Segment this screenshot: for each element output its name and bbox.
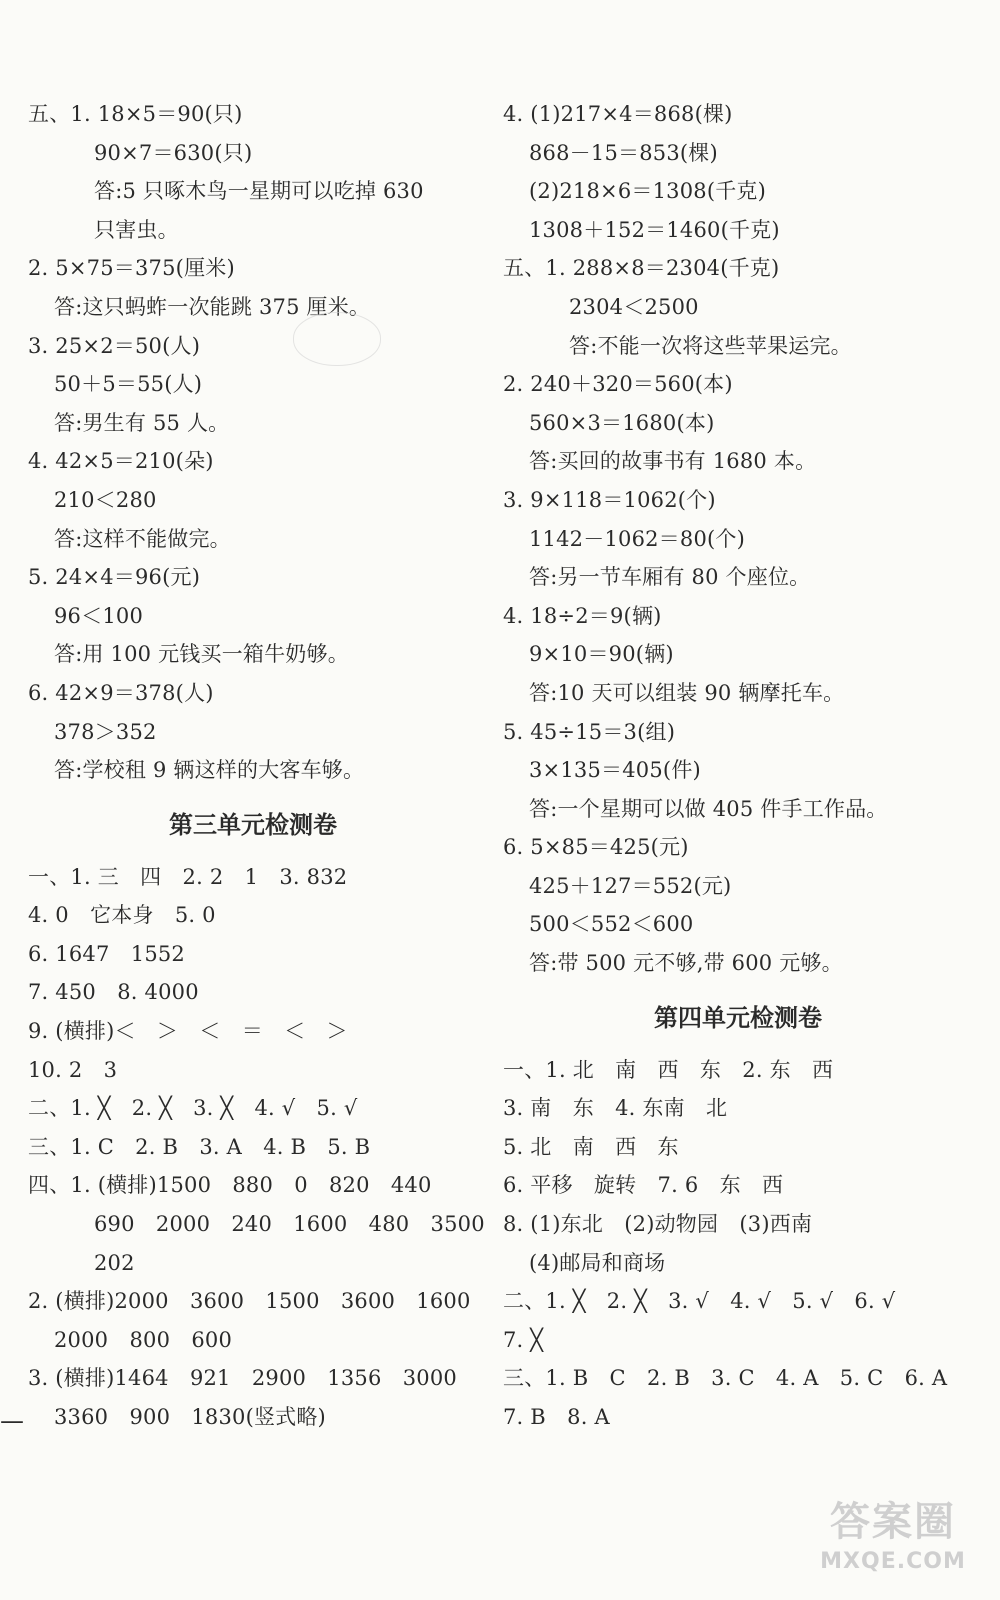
answer-line: 答:用 100 元钱买一箱牛奶够。 bbox=[54, 642, 349, 667]
answer-line: 3. (横排)1464 921 2900 1356 3000 bbox=[28, 1366, 457, 1391]
answer-line: 5. 45÷15＝3(组) bbox=[503, 719, 676, 744]
answer-line: 五、1. 288×8＝2304(千克) bbox=[503, 256, 780, 281]
answer-line: 三、1. B C 2. B 3. C 4. A 5. C 6. A bbox=[503, 1366, 948, 1391]
answer-line: 6. 平移 旋转 7. 6 东 西 bbox=[503, 1173, 784, 1198]
answer-line: 5. 北 南 西 东 bbox=[503, 1134, 679, 1159]
stamp-mark bbox=[293, 312, 381, 366]
answer-line: 一、1. 三 四 2. 2 1 3. 832 bbox=[28, 864, 348, 889]
answer-line: 1142－1062＝80(个) bbox=[529, 526, 745, 551]
answer-line: 6. 42×9＝378(人) bbox=[28, 680, 214, 705]
left-column bbox=[28, 95, 485, 1437]
answer-line: 9×10＝90(辆) bbox=[529, 642, 674, 667]
answer-line: 答:一个星期可以做 405 件手工作品。 bbox=[529, 796, 888, 821]
answer-line: 答:男生有 55 人。 bbox=[54, 410, 230, 435]
watermark-url: MXQE.COM bbox=[820, 1549, 966, 1574]
answer-line: 2304＜2500 bbox=[569, 294, 699, 319]
answer-line: 2. (横排)2000 3600 1500 3600 1600 bbox=[28, 1289, 471, 1314]
answer-line: 答:这样不能做完。 bbox=[54, 526, 231, 551]
answer-line: 4. 42×5＝210(朵) bbox=[28, 449, 214, 474]
answer-line: 4. 0 它本身 5. 0 bbox=[28, 903, 216, 928]
answer-line: 四、1. (横排)1500 880 0 820 440 bbox=[28, 1173, 432, 1198]
answer-line: 答:学校租 9 辆这样的大客车够。 bbox=[54, 758, 365, 783]
answer-line: 五、1. 18×5＝90(只) bbox=[28, 102, 243, 126]
answer-line: 答:带 500 元不够,带 600 元够。 bbox=[529, 951, 843, 976]
answer-line: 90×7＝630(只) bbox=[94, 140, 253, 165]
answer-line: 10. 2 3 bbox=[28, 1057, 118, 1082]
page-mark: — bbox=[0, 1407, 24, 1435]
answer-line: 425＋127＝552(元) bbox=[529, 873, 732, 898]
answer-line: 二、1. ╳ 2. ╳ 3. √ 4. √ 5. √ 6. √ bbox=[503, 1289, 896, 1314]
answer-line: 5. 24×4＝96(元) bbox=[28, 565, 201, 590]
watermark-text: 答案圈 bbox=[830, 1499, 956, 1545]
answer-line: 答:10 天可以组装 90 辆摩托车。 bbox=[529, 680, 845, 705]
answer-line: 二、1. ╳ 2. ╳ 3. ╳ 4. √ 5. √ bbox=[28, 1096, 358, 1121]
unit3-title: 第三单元检测卷 bbox=[169, 810, 337, 839]
answer-line: 答:另一节车厢有 80 个座位。 bbox=[529, 565, 811, 590]
answer-line: 2. 5×75＝375(厘米) bbox=[28, 256, 235, 281]
answer-line: 1308＋152＝1460(千克) bbox=[529, 217, 780, 242]
answer-line: 3. 南 东 4. 东南 北 bbox=[503, 1096, 728, 1121]
answer-line: 三、1. C 2. B 3. A 4. B 5. B bbox=[28, 1134, 371, 1159]
answer-line: 7. ╳ bbox=[503, 1327, 544, 1352]
answer-line: 560×3＝1680(本) bbox=[529, 410, 715, 435]
answer-line: 50＋5＝55(人) bbox=[54, 372, 203, 397]
answer-line: 一、1. 北 南 西 东 2. 东 西 bbox=[503, 1057, 834, 1082]
answer-line: 202 bbox=[94, 1250, 135, 1275]
answer-line: 只害虫。 bbox=[94, 217, 179, 242]
answer-line: 答:不能一次将这些苹果运完。 bbox=[569, 333, 852, 358]
answer-line: 378＞352 bbox=[54, 719, 157, 744]
answer-line: 210＜280 bbox=[54, 487, 157, 512]
answer-line: 690 2000 240 1600 480 3500 bbox=[94, 1212, 485, 1237]
answer-line: 答:买回的故事书有 1680 本。 bbox=[529, 449, 817, 474]
answer-line: 868－15＝853(棵) bbox=[529, 140, 718, 165]
answer-line: 4. (1)217×4＝868(棵) bbox=[503, 102, 733, 126]
answer-line: 答:这只蚂蚱一次能跳 375 厘米。 bbox=[54, 294, 371, 319]
answer-line: 6. 1647 1552 bbox=[28, 941, 185, 966]
answer-line: 7. 450 8. 4000 bbox=[28, 980, 199, 1005]
watermark-logo bbox=[808, 1496, 978, 1588]
answer-line: 6. 5×85＝425(元) bbox=[503, 835, 689, 860]
answer-line: 3×135＝405(件) bbox=[529, 758, 701, 783]
answer-line: 2000 800 600 bbox=[54, 1327, 233, 1352]
answer-line: 9. (横排)＜ ＞ ＜ ＝ ＜ ＞ bbox=[28, 1019, 348, 1044]
right-column bbox=[503, 95, 973, 1437]
answer-line: 2. 240＋320＝560(本) bbox=[503, 372, 733, 397]
answer-line: 3360 900 1830(竖式略) bbox=[54, 1405, 326, 1429]
answer-line: 7. B 8. A bbox=[503, 1405, 610, 1429]
answer-line: (2)218×6＝1308(千克) bbox=[529, 179, 767, 204]
answer-line: 3. 9×118＝1062(个) bbox=[503, 487, 716, 512]
answer-line: 8. (1)东北 (2)动物园 (3)西南 bbox=[503, 1212, 813, 1237]
answer-line: 答:5 只啄木鸟一星期可以吃掉 630 bbox=[94, 179, 424, 204]
answer-line: 3. 25×2＝50(人) bbox=[28, 333, 201, 358]
answer-line: 500＜552＜600 bbox=[529, 912, 694, 937]
answer-line: (4)邮局和商场 bbox=[529, 1250, 666, 1275]
answer-line: 4. 18÷2＝9(辆) bbox=[503, 603, 662, 628]
unit4-title: 第四单元检测卷 bbox=[654, 1003, 822, 1032]
answer-line: 96＜100 bbox=[54, 603, 144, 628]
